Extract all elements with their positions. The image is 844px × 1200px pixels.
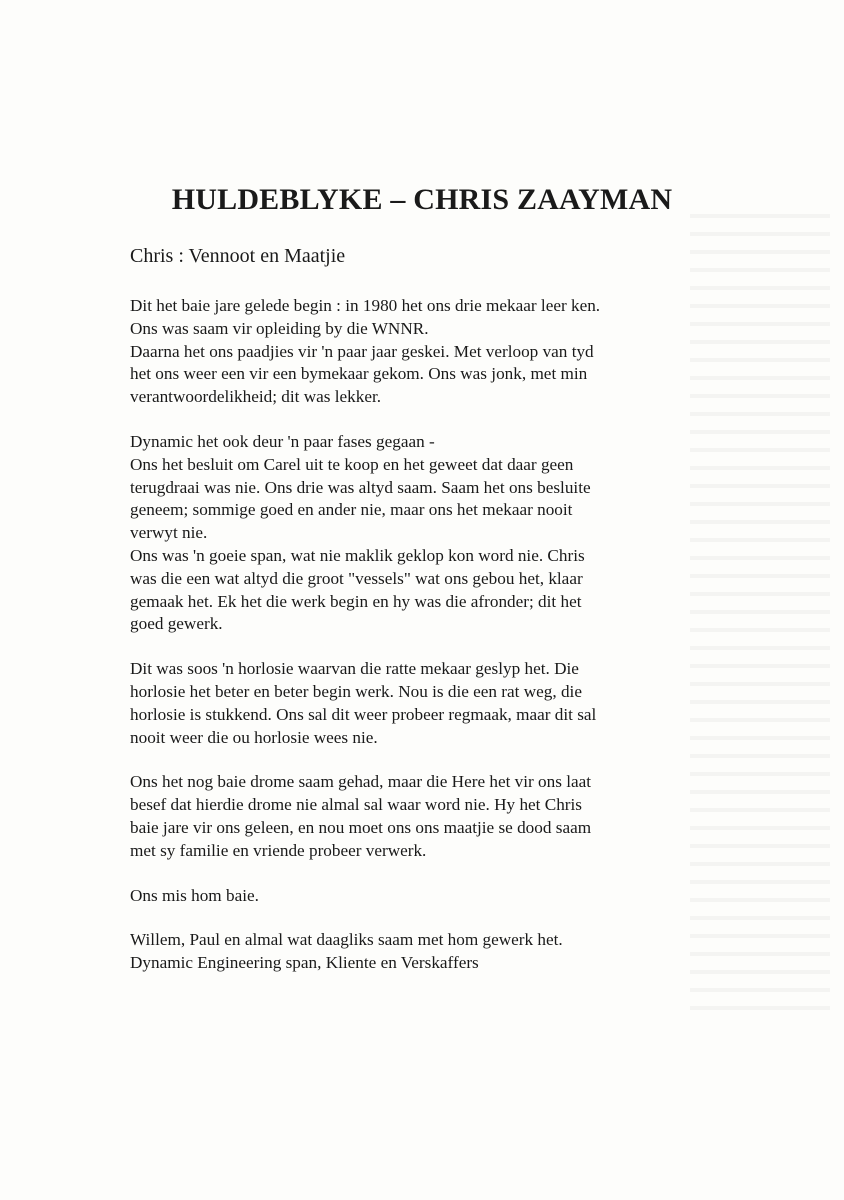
text-line: horlosie het beter en beter begin werk. Nou is die een rat weg, die [130,681,582,701]
reverse-side-bleed-through [690,200,830,1020]
text-line: terugdraai was nie. Ons drie was altyd saam. Saam het ons besluite [130,477,591,497]
text-line: Dit was soos 'n horlosie waarvan die ratte mekaar geslyp het. Die [130,659,579,679]
text-line: Dynamic Engineering span, Kliente en Verskaffers [130,953,479,973]
text-line: besef dat hierdie drome nie almal sal waar word nie. Hy het Chris [130,795,582,815]
paragraph [130,431,690,636]
text-line: verwyt nie. [130,523,208,543]
text-line: Willem, Paul en almal wat daagliks saam met hom gewerk het. [130,930,563,950]
text-line: Dynamic het ook deur 'n paar fases gegaan - [130,431,435,451]
paragraph [130,771,690,862]
signature-paragraph [130,929,690,975]
paragraph [130,885,690,908]
text-line: gemaak het. Ek het die werk begin en hy was die afronder; dit het [130,591,582,611]
tribute-body [130,295,690,997]
text-line: was die een wat altyd die groot "vessels" wat ons gebou het, klaar [130,568,583,588]
text-line: geneem; sommige goed en ander nie, maar ons het mekaar nooit [130,500,573,520]
text-line: baie jare vir ons geleen, en nou moet ons ons maatjie se dood saam [130,817,592,837]
text-line: goed gewerk. [130,614,223,634]
text-line: Dit het baie jare gelede begin : in 1980 het ons drie mekaar leer ken. [130,296,601,315]
text-line: horlosie is stukkend. Ons sal dit weer probeer regmaak, maar dit sal [130,704,597,724]
text-line: Ons het nog baie drome saam gehad, maar die Here het vir ons laat [130,772,592,792]
text-line: verantwoordelikheid; dit was lekker. [130,387,382,407]
text-line: Ons was saam vir opleiding by die WNNR. [130,318,429,338]
text-line: Ons was 'n goeie span, wat nie maklik geklop kon word nie. Chris [130,545,585,565]
page-subtitle: Chris : Vennoot en Maatjie [130,245,346,267]
text-line: Daarna het ons paadjies vir 'n paar jaar geskei. Met verloop van tyd [130,341,594,361]
page-title: HULDEBLYKE – CHRIS ZAAYMAN [171,183,673,216]
paragraph [130,658,690,749]
paragraph [130,295,690,409]
text-line: met sy familie en vriende probeer verwerk. [130,840,427,860]
text-line: nooit weer die ou horlosie wees nie. [130,727,378,747]
text-line: het ons weer een vir een bymekaar gekom. Ons was jonk, met min [130,364,588,384]
text-line: Ons het besluit om Carel uit te koop en het geweet dat daar geen [130,454,574,474]
text-line: Ons mis hom baie. [130,885,259,905]
